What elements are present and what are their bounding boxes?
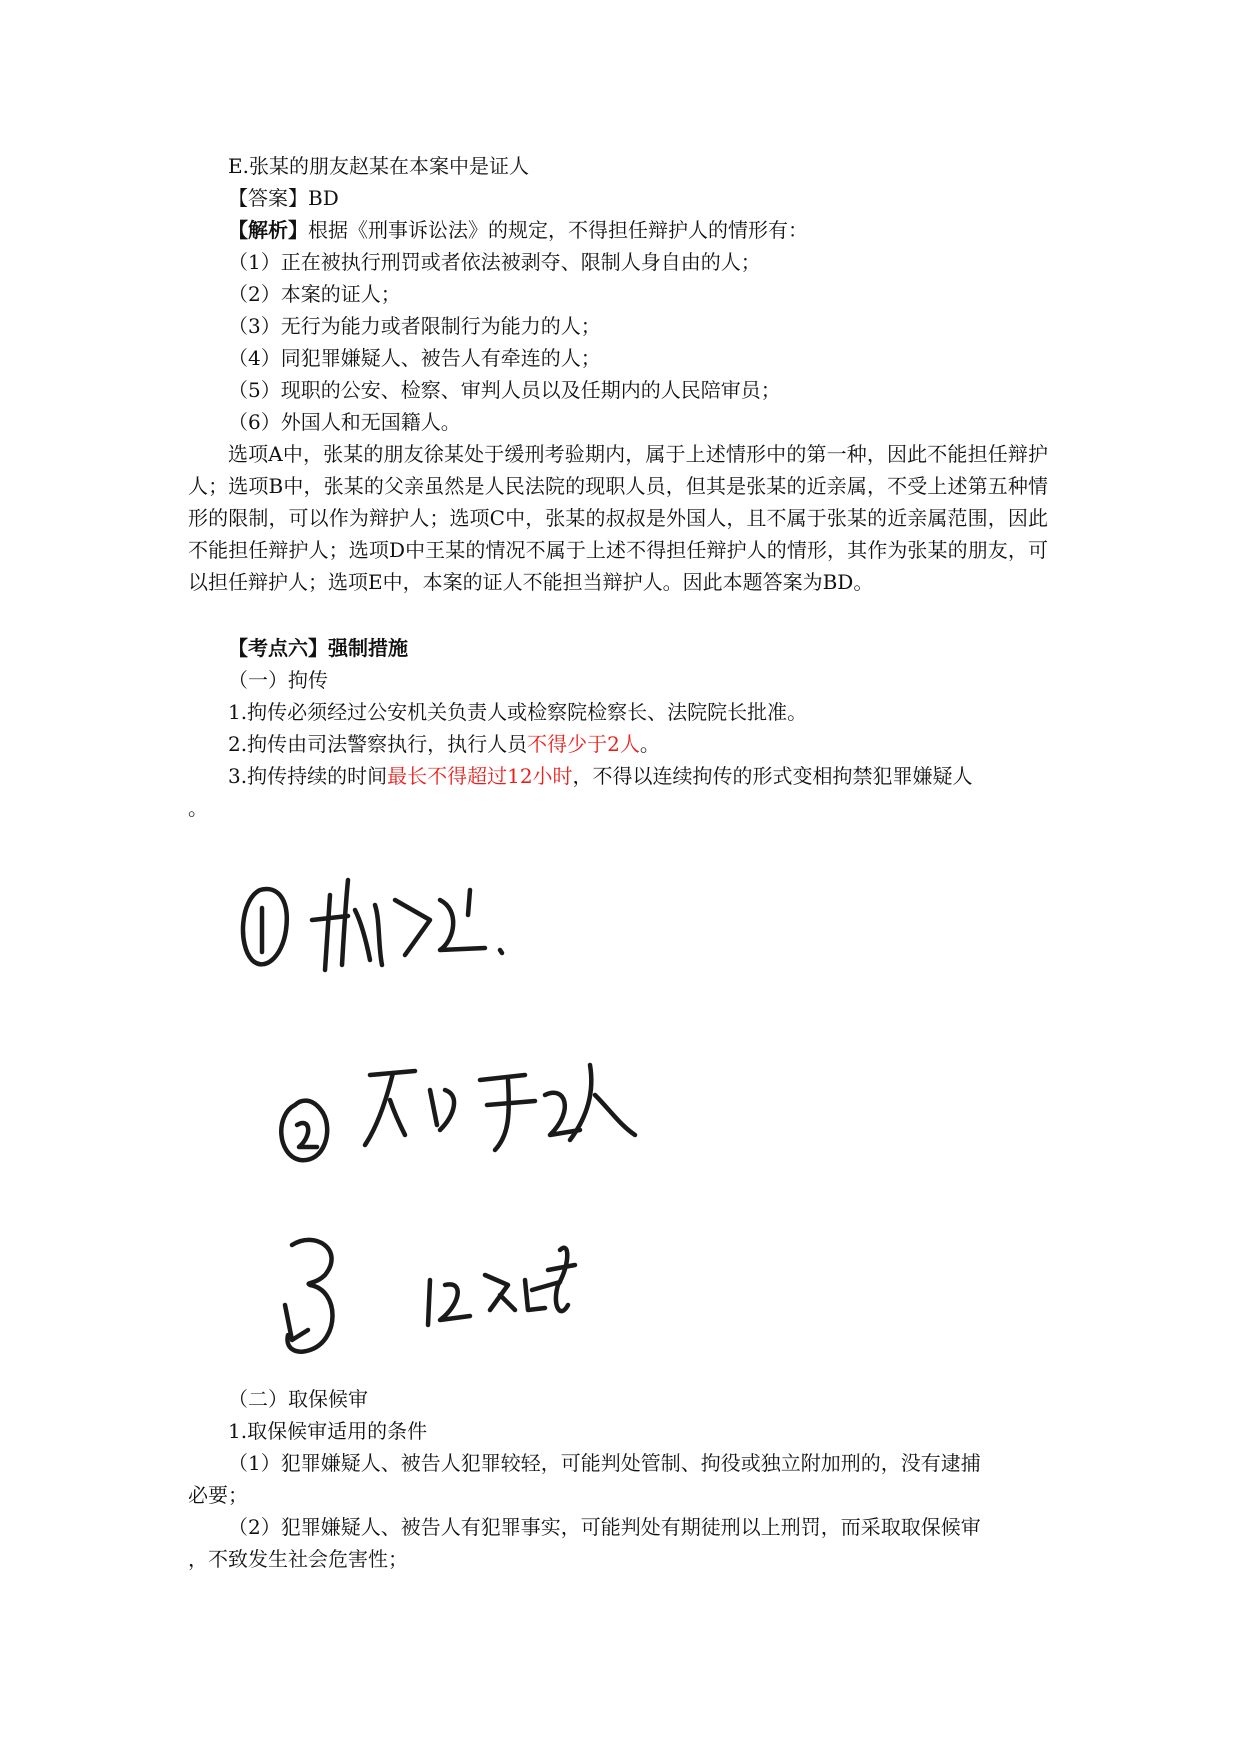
analysis-line <box>228 214 808 246</box>
handwriting-image <box>270 1210 600 1370</box>
rule-item: 1.拘传必须经过公安机关负责人或检察院检察长、法院院长批准。 <box>228 700 808 724</box>
rule-item <box>228 728 660 760</box>
explanation-paragraph: 选项A中，张某的朋友徐某处于缓刑考验期内，属于上述情形中的第一种，因此不能担任辩护人；选项B中，张某的父亲虽然是人民法院的现职人员，但其是张某的近亲属，不受上述第五种情形的限制，可以作为辩护人；选项C中，张某的叔叔是外国人，且不属于张某的近亲属范围，因此不能担任辩护人；选项D中王某的情况不属于上述不得担任辩护人的情形，其作为张某的朋友，可以担任辩护人；选项E中，本案的证人不能担当辩护人。因此本题答案为BD。 <box>188 442 1048 594</box>
subsection-title: （一）拘传 <box>228 668 328 692</box>
rule-item: 1.取保候审适用的条件 <box>228 1419 428 1443</box>
rule-text: 。 <box>639 732 660 756</box>
subsection-title: （二）取保候审 <box>228 1387 368 1411</box>
rule-item <box>228 760 973 792</box>
condition-item: （1）犯罪嫌疑人、被告人犯罪较轻，可能判处管制、拘役或独立附加刑的，没有逮捕 <box>228 1451 981 1475</box>
case-item: （3）无行为能力或者限制行为能力的人； <box>228 314 601 338</box>
case-item: （5）现职的公安、检察、审判人员以及任期内的人民陪审员； <box>228 378 781 402</box>
option-e: E.张某的朋友赵某在本案中是证人 <box>228 154 529 178</box>
condition-item: （2）犯罪嫌疑人、被告人有犯罪事实，可能判处有期徒刑以上刑罚，而采取取保候审 <box>228 1515 981 1539</box>
case-item: （4）同犯罪嫌疑人、被告人有牵连的人； <box>228 346 601 370</box>
rule-text: 2.拘传由司法警察执行，执行人员 <box>228 732 528 756</box>
analysis-label: 【解析】 <box>228 218 308 242</box>
highlight-text: 不得少于2人 <box>527 732 640 756</box>
handwriting-image <box>265 1035 655 1175</box>
handwritten-note-1 <box>230 860 540 984</box>
rule-text: 3.拘传持续的时间 <box>228 764 388 788</box>
case-item: （2）本案的证人； <box>228 282 401 306</box>
condition-item-cont: 必要； <box>188 1483 248 1507</box>
condition-item-cont: ，不致发生社会危害性； <box>188 1547 408 1571</box>
handwritten-note-3 <box>270 1210 600 1374</box>
case-item: （6）外国人和无国籍人。 <box>228 410 461 434</box>
handwriting-image <box>230 860 540 980</box>
section-heading: 【考点六】强制措施 <box>228 636 408 660</box>
case-item: （1）正在被执行刑罚或者依法被剥夺、限制人身自由的人； <box>228 250 761 274</box>
rule-text: ，不得以连续拘传的形式变相拘禁犯罪嫌疑人 <box>572 764 973 788</box>
analysis-text: 根据《刑事诉讼法》的规定，不得担任辩护人的情形有： <box>308 218 808 242</box>
answer-line: 【答案】BD <box>228 186 339 210</box>
rule-tail: 。 <box>188 796 208 820</box>
handwritten-note-2 <box>265 1035 655 1179</box>
highlight-text: 最长不得超过12小时 <box>387 764 573 788</box>
